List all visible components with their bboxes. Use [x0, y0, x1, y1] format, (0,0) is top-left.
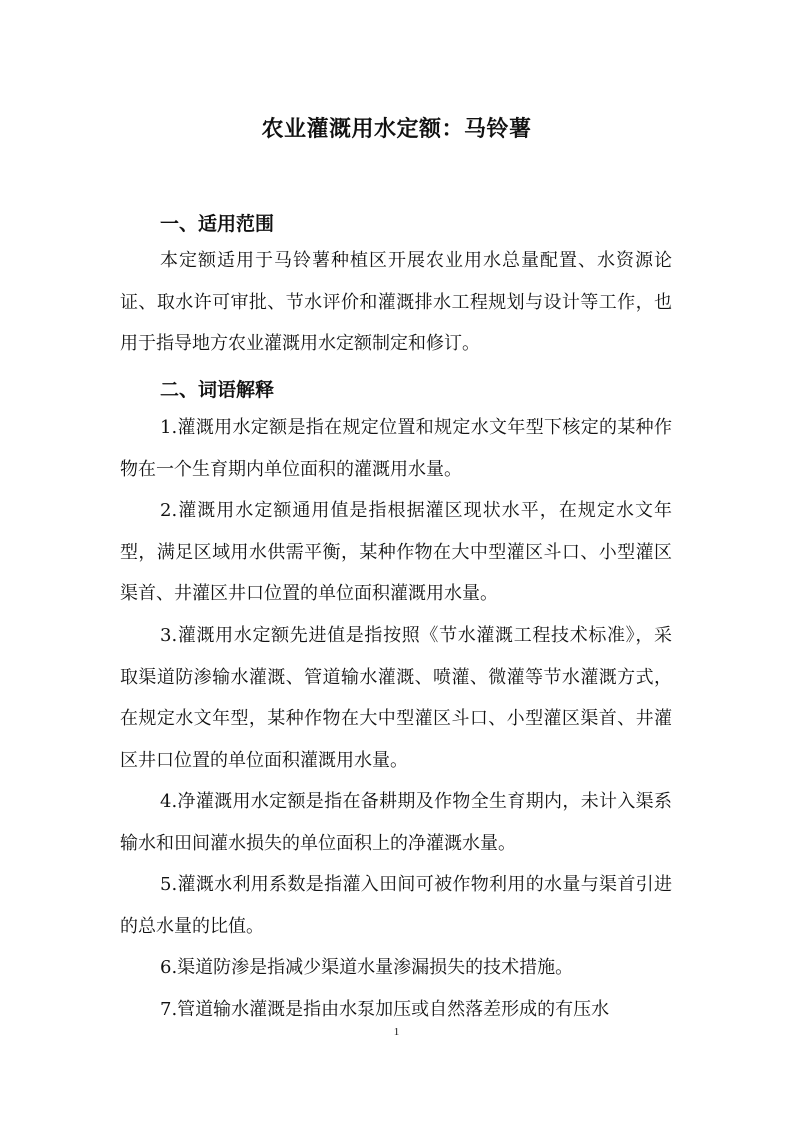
paragraph-definition-6: 6.渠道防渗是指减少渠道水量渗漏损失的技术措施。 [160, 957, 574, 978]
document-title: 农业灌溉用水定额：马铃薯 [261, 117, 532, 142]
paragraph-definition-4: 4.净灌溉用水定额是指在备耕期及作物全生育期内，未计入渠系输水和田间灌水损失的单位面积上的净灌溉水量。 [120, 791, 672, 854]
paragraph-definition-1: 1.灌溉用水定额是指在规定位置和规定水文年型下核定的某种作物在一个生育期内单位面积的灌溉用水量。 [120, 417, 672, 480]
paragraph-definition-5: 5.灌溉水利用系数是指灌入田间可被作物利用的水量与渠首引进的总水量的比值。 [120, 874, 672, 937]
paragraph-definition-2: 2.灌溉用水定额通用值是指根据灌区现状水平，在规定水文年型，满足区域用水供需平衡，某种作物在大中型灌区斗口、小型灌区渠首、井灌区井口位置的单位面积灌溉用水量。 [120, 500, 672, 604]
paragraph-scope: 本定额适用于马铃薯种植区开展农业用水总量配置、水资源论证、取水许可审批、节水评价和灌溉排水工程规划与设计等工作，也用于指导地方农业灌溉用水定额制定和修订。 [120, 250, 672, 354]
page-number: 1 [393, 1026, 400, 1038]
paragraph-definition-3: 3.灌溉用水定额先进值是指按照《节水灌溉工程技术标准》，采取渠道防渗输水灌溉、管道输水灌溉、喷灌、微灌等节水灌溉方式，在规定水文年型，某种作物在大中型灌区斗口、小型灌区渠首、井灌区井口位置的单位面积灌溉用水量。 [120, 625, 672, 771]
section-heading-definitions: 二、词语解释 [160, 379, 275, 401]
section-heading-scope: 一、适用范围 [160, 213, 275, 235]
paragraph-definition-7: 7.管道输水灌溉是指由水泵加压或自然落差形成的有压水 [160, 999, 610, 1020]
